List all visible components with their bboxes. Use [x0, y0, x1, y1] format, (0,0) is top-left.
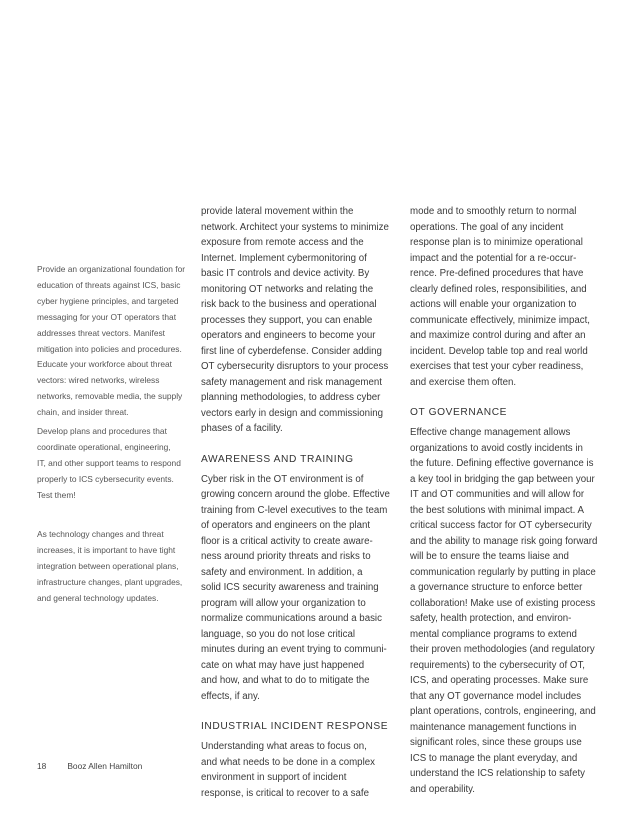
right-intro-paragraph [410, 204, 606, 390]
middle-column [201, 204, 397, 801]
text-line: coordinate operational, engineering, [37, 441, 171, 452]
text-line: vectors: wired networks, wireless [37, 375, 160, 386]
text-line: properly to ICS cybersecurity events. [37, 473, 174, 484]
text-line: a governance structure to enforce better [410, 582, 583, 593]
text-line: significant roles, since these groups use [410, 737, 582, 748]
text-line: maintenance management functions in [410, 721, 577, 733]
text-line: impact and the potential for a re-occur- [410, 252, 577, 264]
sidebar-note-response [37, 424, 185, 504]
text-line: mode and to smoothly return to normal [410, 206, 577, 217]
text-line: Develop plans and procedures that [37, 426, 167, 436]
text-line: planning methodologies, to address cyber [201, 392, 381, 403]
text-line: phases of a facility. [201, 423, 283, 434]
text-line: will be to ensure the teams liaise and [410, 551, 569, 562]
text-line: safety management and risk management [201, 376, 382, 388]
text-line: operations. The goal of any incident [410, 221, 564, 233]
right-column [410, 204, 606, 797]
text-line: safety and environment. In addition, a [201, 566, 363, 578]
text-line: provide lateral movement within the [201, 206, 354, 217]
text-line: chain, and insider threat. [37, 407, 129, 418]
text-line: communication regularly by putting in place [410, 566, 596, 578]
text-line: their proven methodologies (and regulatory [410, 644, 595, 655]
text-line: effects, if any. [201, 690, 260, 702]
text-line: clearly defined roles, responsibilities, and [410, 283, 587, 295]
text-line: organizations to avoid costly incidents in [410, 442, 583, 454]
text-line: understand the ICS relationship to safety [410, 768, 586, 779]
page-footer [37, 761, 142, 771]
sidebar-note-integration [37, 527, 185, 607]
text-line: Internet. Implement cybermonitoring of [201, 252, 367, 264]
text-line: communicate effectively, minimize impact, [410, 314, 590, 326]
text-line: mitigation into policies and procedures. [37, 343, 182, 354]
text-line: minutes during an event trying to communi- [201, 644, 387, 655]
text-line: mental compliance programs to extend [410, 628, 577, 640]
text-line: plant operations, controls, engineering, and [410, 706, 596, 717]
text-line: response, is critical to recover to a safe [201, 787, 369, 799]
governance-heading: OT GOVERNANCE [410, 407, 508, 418]
sidebar-note-education [37, 262, 185, 421]
governance-paragraph [410, 425, 606, 797]
text-line: addresses threat vectors. Manifest [37, 327, 166, 338]
text-line: monitoring OT networks and relating the [201, 283, 374, 295]
text-line: messaging for your OT operators that [37, 311, 177, 322]
text-line: normalize communications around a basic [201, 613, 382, 624]
text-line: that any OT governance model includes [410, 690, 582, 702]
text-line: risk back to the business and operational [201, 299, 377, 310]
middle-intro-paragraph [201, 204, 397, 437]
text-line: collaboration! Make use of existing process [410, 597, 596, 609]
text-line: cate on what may have just happened [201, 659, 365, 671]
text-line: incident. Develop table top and real world [410, 345, 588, 357]
text-line: IT and OT communities and will allow for [410, 489, 585, 500]
text-line: requirements) to the cybersecurity of OT, [410, 659, 585, 671]
text-line: vectors early in design and commissioning [201, 407, 383, 419]
text-line: Cyber risk in the OT environment is of [201, 473, 364, 485]
text-line: and exercise them often. [410, 376, 517, 388]
text-line: networks, removable media, the supply [37, 391, 183, 402]
text-line: the best solutions with minimal impact. A [410, 504, 584, 516]
awareness-paragraph [201, 472, 397, 705]
page-number: 18 [37, 761, 47, 771]
text-line: and maximize control during and after an [410, 330, 586, 341]
text-line: and how, and what to do to mitigate the [201, 675, 370, 686]
text-line: program will allow your organization to [201, 597, 366, 609]
text-line: exposure from remote access and the [201, 237, 364, 248]
text-line: critical success factor for OT cybersecurity [410, 520, 592, 531]
text-line: language, so you do not lose critical [201, 628, 356, 640]
text-line: growing concern around the globe. Effective [201, 489, 390, 500]
awareness-heading: AWARENESS AND TRAINING [201, 453, 354, 465]
text-line: floor is a critical activity to create aware- [201, 535, 373, 547]
text-line: ness around priority threats and risks to [201, 551, 371, 562]
text-line: Test them! [37, 489, 76, 500]
text-line: network. Architect your systems to minimize [201, 221, 389, 233]
text-line: a key tool in bridging the gap between your [410, 473, 595, 485]
text-line: processes they support, you can enable [201, 314, 373, 326]
text-line: first line of cyberdefense. Consider adding [201, 345, 382, 357]
text-line: and operability. [410, 783, 475, 795]
text-line: the future. Defining effective governance is [410, 458, 594, 469]
text-line: infrastructure changes, plant upgrades, [37, 576, 183, 587]
incident-paragraph [201, 739, 397, 801]
text-line: education of threats against ICS, basic [37, 279, 181, 290]
text-line: Provide an organizational foundation for [37, 264, 186, 274]
text-line: Educate your workforce about threat [37, 359, 173, 370]
text-line: increases, it is important to have tight [37, 544, 176, 555]
text-line: integration between operational plans, [37, 560, 179, 571]
text-line: safety, health protection, and environ- [410, 613, 572, 624]
text-line: and the ability to manage risk going forward [410, 535, 598, 547]
text-line: solid ICS security awareness and training [201, 582, 379, 593]
text-line: basic IT controls and device activity. By [201, 268, 370, 279]
text-line: As technology changes and threat [37, 529, 164, 539]
text-line: and general technology updates. [37, 592, 159, 603]
text-line: actions will enable your organization to [410, 299, 577, 310]
text-line: training from C-level executives to the team [201, 504, 388, 516]
text-line: exercises that test your cyber readiness, [410, 361, 584, 372]
text-line: ICS, and operating processes. Make sure [410, 675, 589, 686]
text-line: rence. Pre-defined procedures that have [410, 268, 584, 279]
text-line: Effective change management allows [410, 427, 571, 438]
text-line: ICS to manage the plant everyday, and [410, 752, 578, 764]
text-line: Understanding what areas to focus on, [201, 741, 367, 752]
text-line: operators and engineers to become your [201, 330, 376, 341]
incident-heading: INDUSTRIAL INCIDENT RESPONSE [201, 721, 389, 732]
text-line: response plan is to minimize operational [410, 237, 583, 248]
text-line: and what needs to be done in a complex [201, 756, 375, 768]
text-line: environment in support of incident [201, 772, 347, 783]
text-line: OT cybersecurity disruptors to your process [201, 361, 389, 372]
text-line: IT, and other support teams to respond [37, 457, 181, 468]
text-line: of operators and engineers on the plant [201, 520, 371, 531]
company-name: Booz Allen Hamilton [67, 761, 143, 771]
text-line: cyber hygiene principles, and targeted [37, 295, 179, 306]
